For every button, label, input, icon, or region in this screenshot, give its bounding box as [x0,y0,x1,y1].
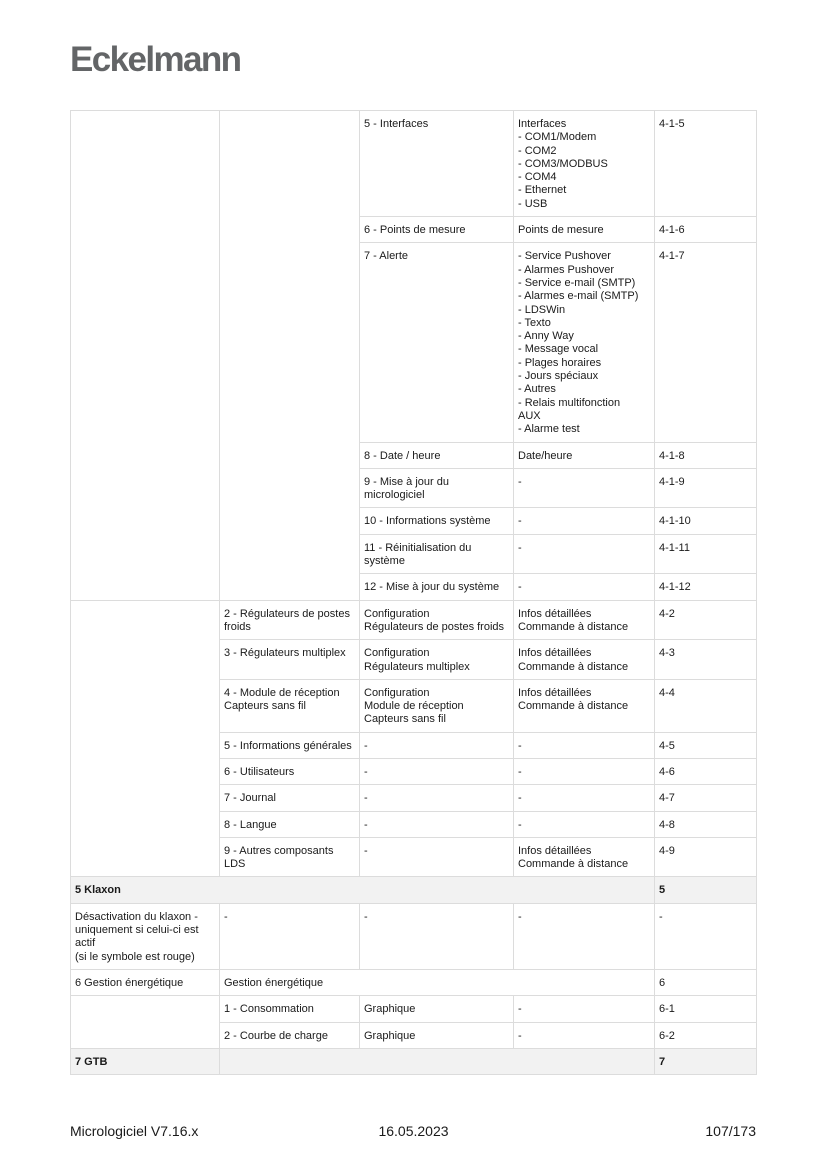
table-cell: 6 - Utilisateurs [220,758,360,784]
table-cell: Configuration Régulateurs multiplex [360,640,514,680]
table-cell: 9 - Autres composants LDS [220,837,360,877]
table-cell: - [220,903,360,969]
table-cell: 5 - Interfaces [360,111,514,217]
table-cell: - [360,758,514,784]
table-cell-reference: 4-1-7 [655,243,757,442]
table-cell: Gestion énergétique [220,969,655,995]
menu-structure-table [70,110,757,1075]
table-row [71,996,757,1022]
table-cell: 8 - Date / heure [360,442,514,468]
table-cell: Points de mesure [514,217,655,243]
table-cell-empty [71,996,220,1049]
table-cell: - [514,811,655,837]
table-cell-reference: 6-1 [655,996,757,1022]
table-cell: Configuration Module de réception Capteurs sans fil [360,679,514,732]
table-cell-reference: 5 [655,877,757,903]
table-cell-reference: 4-9 [655,837,757,877]
table-cell: Infos détaillées Commande à distance [514,679,655,732]
table-cell: Configuration Régulateurs de postes froids [360,600,514,640]
table-cell: - [514,1022,655,1048]
table-cell: 9 - Mise à jour du micrologiciel [360,468,514,508]
table-row [71,600,757,640]
table-cell: Désactivation du klaxon - uniquement si celui-ci est actif (si le symbole est rouge) [71,903,220,969]
brand-logo: Eckelmann [70,40,241,79]
table-cell: - [514,758,655,784]
table-cell-reference: 4-1-8 [655,442,757,468]
table-cell: - [514,903,655,969]
table-cell: - [514,732,655,758]
table-cell: 7 - Journal [220,785,360,811]
table-cell: - [360,903,514,969]
table-cell: 8 - Langue [220,811,360,837]
table-cell-reference: 4-1-11 [655,534,757,574]
table-cell-reference: 4-6 [655,758,757,784]
table-cell: 4 - Module de réception Capteurs sans fil [220,679,360,732]
table-cell-reference: 6-2 [655,1022,757,1048]
table-cell: - [514,534,655,574]
table-cell: Infos détaillées Commande à distance [514,640,655,680]
table-cell-empty [71,111,220,601]
footer-firmware-version: Micrologiciel V7.16.x [70,1123,199,1139]
table-row [71,111,757,217]
table-cell-reference: 4-1-12 [655,574,757,600]
table-cell-reference: 4-1-6 [655,217,757,243]
table-cell-reference: 4-2 [655,600,757,640]
table-cell: 3 - Régulateurs multiplex [220,640,360,680]
table-cell: 6 - Points de mesure [360,217,514,243]
table-cell: 11 - Réinitialisation du système [360,534,514,574]
table-cell-reference: 4-4 [655,679,757,732]
section-title: 7 GTB [71,1048,220,1074]
section-title: 5 Klaxon [71,877,655,903]
table-cell-reference: 4-8 [655,811,757,837]
table-cell: - [360,732,514,758]
table-cell-empty [220,111,360,601]
table-cell-reference: 4-7 [655,785,757,811]
table-cell: 5 - Informations générales [220,732,360,758]
table-cell: Date/heure [514,442,655,468]
table-cell: 6 Gestion énergétique [71,969,220,995]
table-cell-empty [71,600,220,877]
table-cell: - [360,837,514,877]
table-cell: - [514,785,655,811]
table-cell: 2 - Courbe de charge [220,1022,360,1048]
table-cell: 7 - Alerte [360,243,514,442]
table-cell-reference: 4-5 [655,732,757,758]
table-cell: Interfaces - COM1/Modem - COM2 - COM3/MODBUS - COM4 - Ethernet - USB [514,111,655,217]
table-cell: 10 - Informations système [360,508,514,534]
table-cell: - [514,508,655,534]
table-cell: - [360,785,514,811]
table-cell: Graphique [360,1022,514,1048]
table-cell-reference: 4-3 [655,640,757,680]
table-cell: Infos détaillées Commande à distance [514,837,655,877]
table-cell: - [514,468,655,508]
section-row-gtb [71,1048,757,1074]
table-cell: Infos détaillées Commande à distance [514,600,655,640]
table-cell-reference: 6 [655,969,757,995]
table-row [71,903,757,969]
table-cell: 1 - Consommation [220,996,360,1022]
table-cell-reference: - [655,903,757,969]
table-row [71,969,757,995]
footer-date: 16.05.2023 [378,1123,449,1139]
table-cell: - [514,574,655,600]
table-cell: 12 - Mise à jour du système [360,574,514,600]
table-cell: 2 - Régulateurs de postes froids [220,600,360,640]
table-cell-reference: 4-1-9 [655,468,757,508]
table-cell: - [360,811,514,837]
table-cell-reference: 4-1-5 [655,111,757,217]
table-cell-empty [220,1048,655,1074]
table-cell-reference: 4-1-10 [655,508,757,534]
table-cell: Graphique [360,996,514,1022]
footer-page-number: 107/173 [705,1123,756,1139]
section-row-klaxon [71,877,757,903]
table-cell: - [514,996,655,1022]
table-cell: - Service Pushover - Alarmes Pushover - Service e-mail (SMTP) - Alarmes e-mail (SMTP) - LDSWin - Texto - Anny Way - Message vocal - Plages horaires - Jours spéciaux - Autres - Relais multifonction AUX - Alarme test [514,243,655,442]
table-cell-reference: 7 [655,1048,757,1074]
